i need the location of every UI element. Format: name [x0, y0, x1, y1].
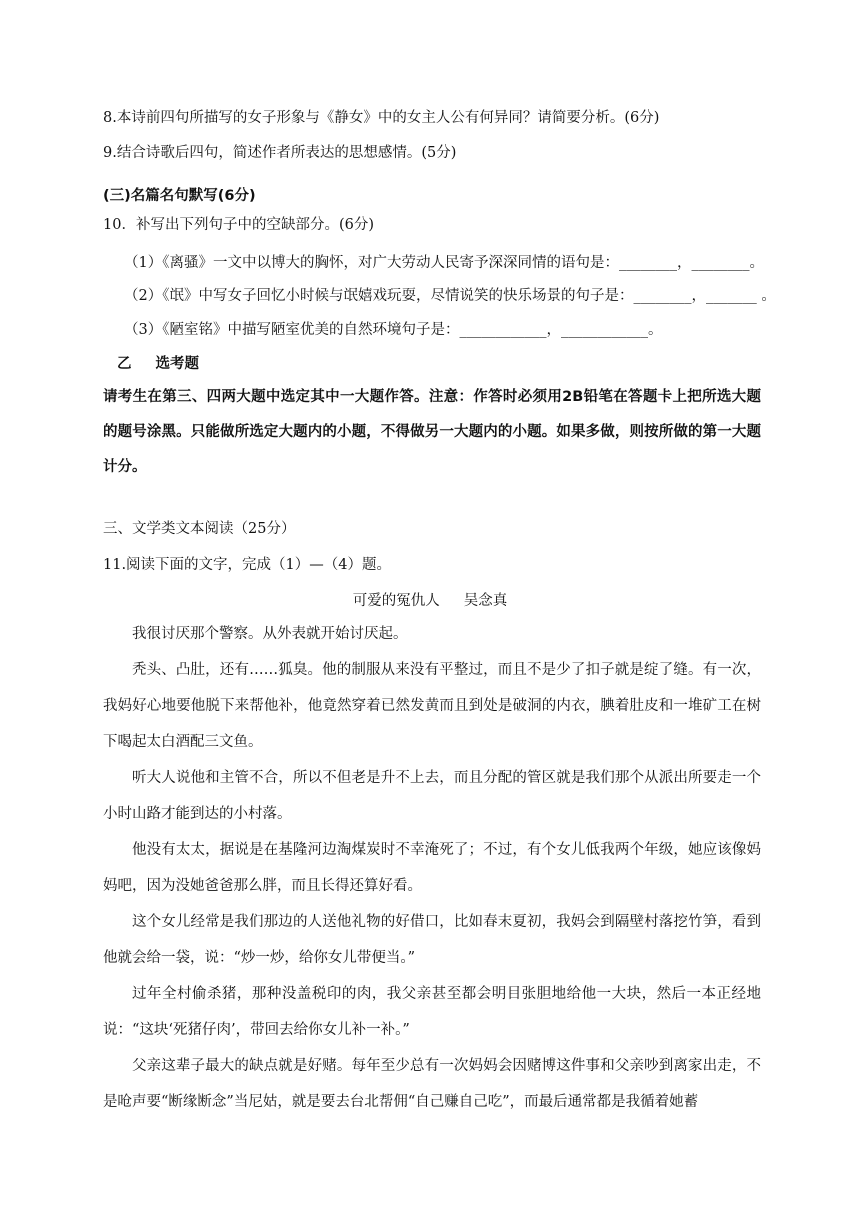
elective-notice: 请考生在第三、四两大题中选定其中一大题作答。注意：作答时必须用2B铅笔在答题卡上把所选大题的题号涂黑。只能做所选定大题内的小题，不得做另一大题内的小题。如果多做，则按所做的第一大题计分。 [103, 389, 761, 475]
article-paragraph-3: 听大人说他和主管不合，所以不但老是升不上去，而且分配的管区就是我们那个从派出所要走一个小时山路才能到达的小村落。 [103, 770, 761, 822]
question-11: 11.阅读下面的文字，完成（1）—（4）题。 [103, 557, 392, 573]
section-heading-famous-quotes: (三)名篇名句默写(6分) [103, 188, 256, 204]
article-paragraph-1: 我很讨厌那个警察。从外表就开始讨厌起。 [132, 626, 408, 642]
section-heading-literature: 三、文学类文本阅读（25分） [103, 521, 296, 537]
article-title: 可爱的冤仇人 [352, 593, 440, 609]
part-b-heading [117, 354, 199, 374]
article-paragraph-2: 秃头、凸肚，还有……狐臭。他的制服从来没有平整过，而且不是少了扣子就是绽了缝。有一次，我妈好心地要他脱下来帮他补，他竟然穿着已然发黄而且到处是破洞的内衣，腆着肚皮和一堆矿工在树下喝起太白酒配三文鱼。 [103, 662, 761, 750]
fill-blank-item-2: （2）《氓》中写女子回忆小时候与氓嬉戏玩耍，尽情说笑的快乐场景的句子是：________，_______ 。 [124, 288, 776, 304]
article-title-line [0, 591, 860, 611]
article-paragraph-6: 过年全村偷杀猪，那种没盖税印的肉，我父亲甚至都会明目张胆地给他一大块，然后一本正经地说：“这块‘死猪仔肉’，带回去给你女儿补一补。” [103, 986, 761, 1038]
article-paragraph-4: 他没有太太，据说是在基隆河边淘煤炭时不幸淹死了；不过，有个女儿低我两个年级，她应该像妈妈吧，因为没她爸爸那么胖，而且长得还算好看。 [103, 842, 761, 894]
question-8: 8.本诗前四句所描写的女子形象与《静女》中的女主人公有何异同？请简要分析。(6分) [103, 110, 660, 126]
fill-blank-item-1: （1）《离骚》一文中以博大的胸怀，对广大劳动人民寄予深深同情的语句是：________，________。 [124, 255, 764, 271]
part-b-label: 乙 [117, 356, 132, 372]
article-paragraph-7: 父亲这辈子最大的缺点就是好赌。每年至少总有一次妈妈会因赌博这件事和父亲吵到离家出走，不是呛声要“断缘断念”当尼姑，就是要去台北帮佣“自己赚自己吃”，而最后通常都是我循着她蓄 [103, 1058, 761, 1110]
fill-blank-item-3: （3）《陋室铭》中描写陋室优美的自然环境句子是：____________，____________。 [124, 322, 663, 338]
article-paragraph-5: 这个女儿经常是我们那边的人送他礼物的好借口，比如春末夏初，我妈会到隔壁村落挖竹笋，看到他就会给一袋，说：“炒一炒，给你女儿带便当。” [103, 914, 761, 966]
part-b-title: 选考题 [155, 356, 199, 372]
question-10: 10．补写出下列句子中的空缺部分。(6分) [103, 217, 374, 233]
question-9: 9.结合诗歌后四句，简述作者所表达的思想感情。(5分) [103, 145, 457, 161]
article-author: 吴念真 [463, 593, 508, 609]
